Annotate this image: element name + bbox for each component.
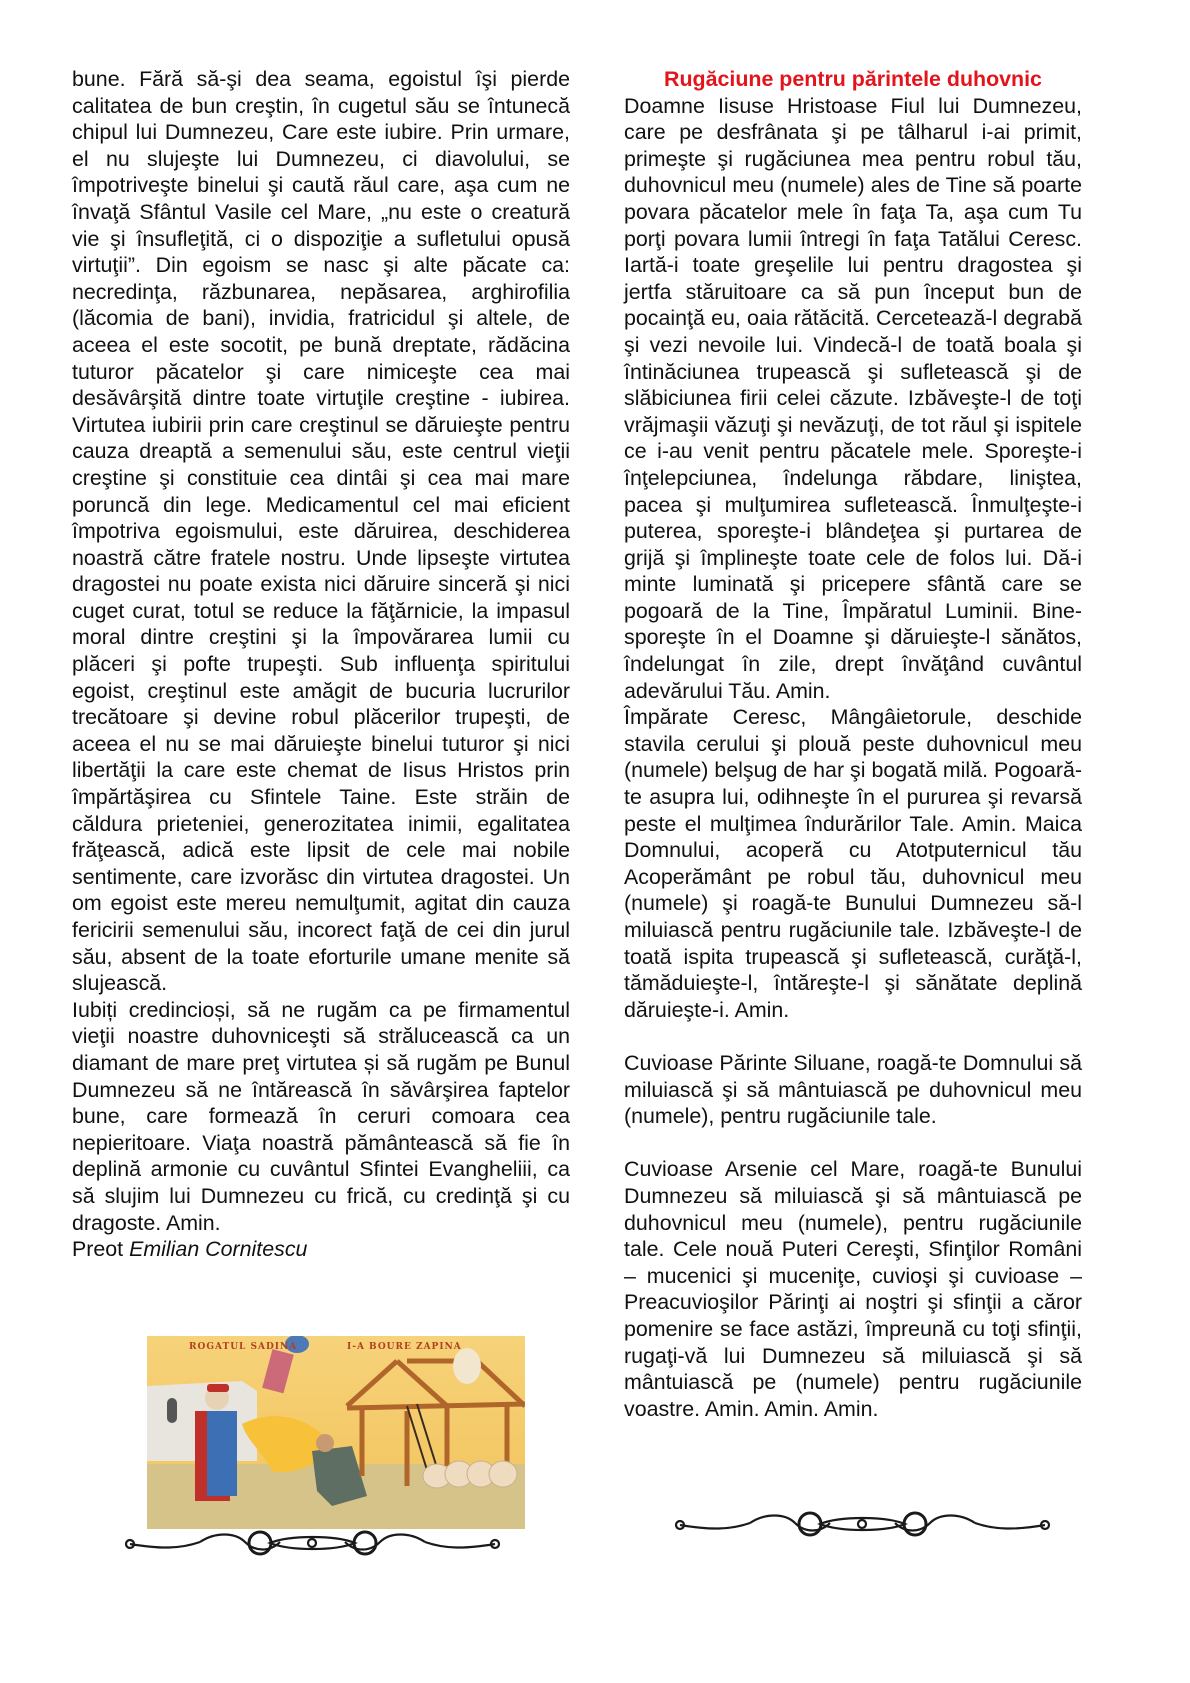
article-paragraph-closing: Iubiți credincioși, să ne rugăm ca pe firmamentul vieţii noastre duhovniceşti să strălucească ca un diamant de mare preţ virtutea și să rugăm pe Bunul Dumnezeu să ne întărească în săvârşirea faptelor bune, care formează în ceruri comoara cea nepieritoare. Viaţa noastră pământească să fie în deplină armonie cu cuvântul Sfintei Evangheliii, ca să slujim lui Dumnezeu cu frică, cu credinţă şi cu dragoste. Amin. xyxy=(72,997,570,1235)
icon-illustration xyxy=(147,1336,525,1529)
signature-prefix: Preot xyxy=(72,1237,124,1262)
prayer-paragraph: Doamne Iisuse Hristoase Fiul lui Dumnezeu, care pe desfrânata şi pe tâlharul i-ai primit, primeşte şi rugăciunea mea pentru robul tău, duhovnicul meu (numele) ales de Tine să poarte povara păcatelor mele în faţa Ta, aşa cum Tu porţi povara lumii întregi în faţa Tatălui Ceresc. Iartă-i toate greşelile lui pentru dragostea şi jertfa stăruitoare ca să pun început bun de pocainţă eu, oaia rătăcită. Cercetează-l degrabă şi vezi nevoile lui. Vindecă-l de toată boala şi întinăciunea trupească şi sufletească şi de slăbiciunea firii celei căzute. Izbăveşte-l de toţi vrăjmaşii văzuţi şi nevăzuţi, de tot răul şi ispitele ce i-au venit pentru păcatele mele. Sporeşte-i înţelepciunea, îndelunga răbdare, liniştea, pacea şi mulţumirea sufletească. Înmulţeşte-i puterea, sporeşte-i blândeţea şi purtarea de grijă şi împlineşte toate cele de folos lui. Dă-i minte luminată şi pricepere sfântă care se pogoară de la Tine, Împăratul Luminii. Bine-sporeşte în el Doamne şi dăruieşte-l sănătos, îndelungat în zile, drept învăţând cuvântul adevărului Tău. Amin. xyxy=(624,93,1082,703)
right-column xyxy=(624,66,1082,1422)
prayer-paragraph: Împărate Ceresc, Mângâietorule, deschide stavila cerului şi plouă peste duhovnicul meu (numele) belşug de har şi bogată milă. Pogoară-te asupra lui, odihneşte în el pururea şi revarsă peste el mulţimea îndurărilor Tale. Amin. Maica Domnului, acoperă cu Atotputernicul tău Acoperământ pe robul tău, duhovnicul meu (numele) şi roagă-te Bunului Dumnezeu să-l miluiască pentru rugăciunile tale. Izbăveşte-l de toată ispita trupească şi sufletească, curăţă-l, tămăduieşte-l, întăreşte-l şi sănătate deplină dăruieşte-i. Amin. xyxy=(624,705,1082,1022)
icon-caption-right: I-A BOURE ZAPINA xyxy=(347,1342,462,1352)
icon-painting xyxy=(147,1336,525,1529)
flourish-icon xyxy=(120,1527,505,1561)
icon-caption-left: ROGATUL SADINA xyxy=(189,1342,298,1352)
decorative-flourish-left xyxy=(120,1527,505,1561)
author-name: Emilian Cornitescu xyxy=(129,1237,308,1262)
left-column xyxy=(72,66,570,1263)
decorative-flourish-right xyxy=(670,1508,1055,1542)
flourish-icon xyxy=(670,1508,1055,1542)
prayer-title: Rugăciune pentru părintele duhovnic xyxy=(664,67,1042,91)
prayer-paragraph: Cuvioase Arsenie cel Mare, roagă-te Bunului Dumnezeu să miluiască şi să mântuiască pe duhovnicul meu (numele), pentru rugăciunile tale. Cele nouă Puteri Cereşti, Sfinţilor Români – mucenici şi muceniţe, cuvioşi şi cuvioase – Preacuvioşilor Părinţi ai noştri şi sfinţii a căror pomenire se face astăzi, împreună cu toţi sfinţii, rugaţi-vă lui Dumnezeu să miluiască şi să mântuiască pe (numele) pentru rugăciunile voastre. Amin. Amin. Amin. xyxy=(624,1157,1082,1421)
prayer-paragraph: Cuvioase Părinte Siluane, roagă-te Domnului să miluiască şi să mântuiască pe duhovnicul meu (numele), pentru rugăciunile tale. xyxy=(624,1050,1082,1129)
article-paragraph: bune. Fără să-şi dea seama, egoistul îşi pierde calitatea de bun creştin, în cugetul său se întunecă chipul lui Dumnezeu, Care este iubire. Prin urmare, el nu slujeşte lui Dumnezeu, ci diavolului, se împotriveşte binelui şi caută răul care, aşa cum ne învaţă Sfântul Vasile cel Mare, „nu este o creatură vie şi însufleţită, ci o dispoziţie a sufletului opusă virtuţii”. Din egoism se nasc şi alte păcate ca: necredinţa, răzbunarea, nepăsarea, arghirofilia (lăcomia de bani), invidia, fratricidul şi altele, de aceea el este socotit, pe bună dreptate, rădăcina tuturor păcatelor şi care nimiceşte cea mai desăvârşită dintre toate virtuţile creştine - iubirea. Virtutea iubirii prin care creştinul se dăruieşte pentru cauza dreaptă a semenului său, este centrul vieţii creştine şi constituie cea dintâi şi cea mai mare poruncă din lege. Medicamentul cel mai eficient împotriva egoismului, este dăruirea, deschiderea noastră către fratele nostru. Unde lipseşte virtutea dragostei nu poate exista nici dăruire sinceră şi nici cuget curat, totul se reduce la făţărnicie, la impasul moral dintre creştini şi la împovărarea lumii cu plăceri şi pofte trupeşti. Sub influenţa spiritului egoist, creştinul este amăgit de bucuria lucrurilor trecătoare şi devine robul plăcerilor trupeşti, de aceea el nu se mai dăruieşte binelui tuturor şi nici libertăţii la care este chemat de Iisus Hristos prin împărtăşirea cu Sfintele Taine. Este străin de căldura prieteniei, generozitatea inimii, egalitatea frăţească, adică este lipsit de cele mai nobile sentimente, care izvorăsc din virtutea dragostei. Un om egoist este mereu nemulţumit, agitat din cauza fericirii semenului său, incorect faţă de cei din jurul său, absent de la toate eforturile umane menite să slujească. xyxy=(72,67,570,996)
author-signature xyxy=(72,1236,570,1263)
